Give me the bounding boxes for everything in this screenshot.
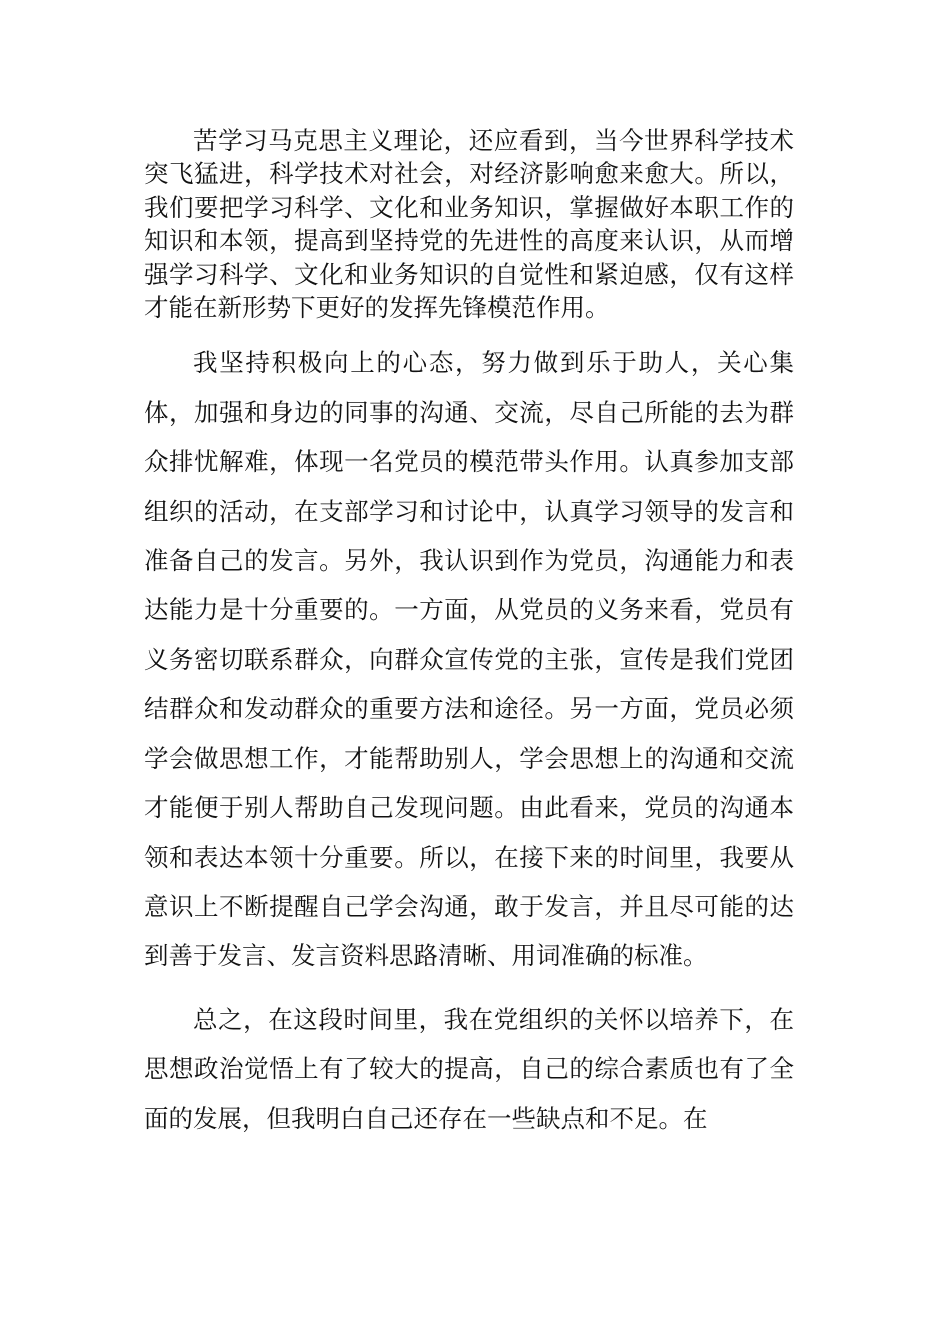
paragraph-1: 苦学习马克思主义理论，还应看到，当今世界科学技术突飞猛进，科学技术对社会，对经济影响愈来愈大。所以，我们要把学习科学、文化和业务知识，掌握做好本职工作的知识和本领，提高到坚持党的先进性的高度来认识，从而增强学习科学、文化和业务知识的自觉性和紧迫感，仅有这样才能在新形势下更好的发挥先锋模范作用。 xyxy=(144,126,794,323)
paragraph-3: 总之，在这段时间里，我在党组织的关怀以培养下，在思想政治觉悟上有了较大的提高，自己的综合素质也有了全面的发展，但我明白自己还存在一些缺点和不足。在 xyxy=(144,1004,794,1133)
document-body xyxy=(144,124,794,1143)
paragraph-2: 我坚持积极向上的心态，努力做到乐于助人，关心集体，加强和身边的同事的沟通、交流，尽自己所能的去为群众排忧解难，体现一名党员的模范带头作用。认真参加支部组织的活动，在支部学习和讨论中，认真学习领导的发言和准备自己的发言。另外，我认识到作为党员，沟通能力和表达能力是十分重要的。一方面，从党员的义务来看，党员有义务密切联系群众，向群众宣传党的主张，宣传是我们党团结群众和发动群众的重要方法和途径。另一方面，党员必须学会做思想工作，才能帮助别人，学会思想上的沟通和交流才能便于别人帮助自己发现问题。由此看来，党员的沟通本领和表达本领十分重要。所以，在接下来的时间里，我要从意识上不断提醒自己学会沟通，敢于发言，并且尽可能的达到善于发言、发言资料思路清晰、用词准确的标准。 xyxy=(144,348,794,971)
